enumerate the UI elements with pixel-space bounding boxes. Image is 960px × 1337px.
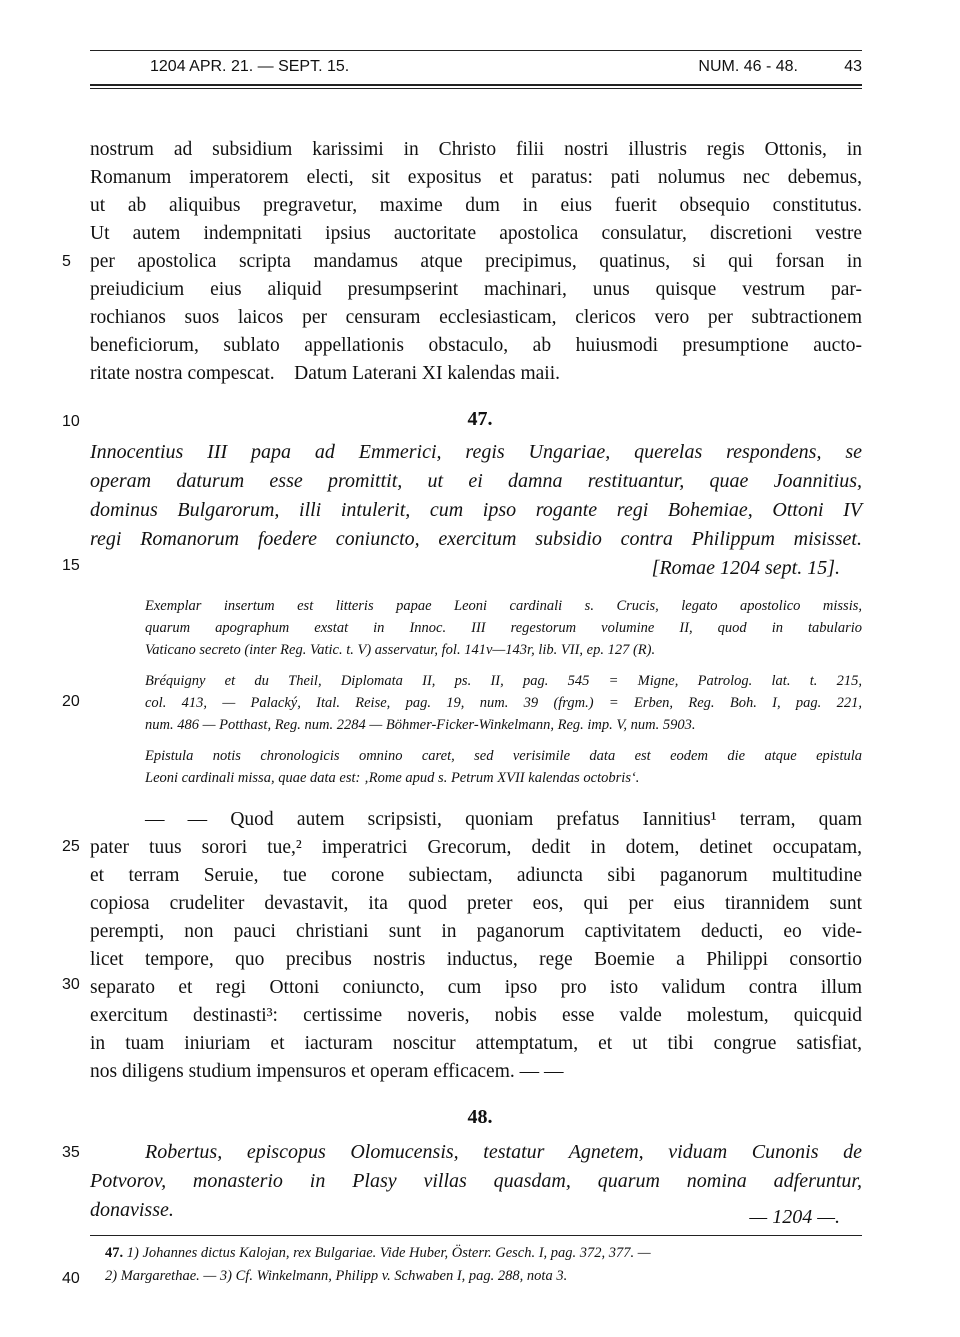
running-header bbox=[90, 58, 862, 82]
line-number: 20 bbox=[62, 693, 80, 710]
text-line: copiosa crudeliter devastavit, ita quod preter eos, qui per eius tirannidem sunt bbox=[90, 893, 862, 914]
line-number: 35 bbox=[62, 1144, 80, 1161]
document-number-47: 47. bbox=[467, 408, 493, 430]
text-line: in tuam iniuriam et iacturam noscitur attemptatum, et ut tibi congrue satisfiat, bbox=[90, 1033, 862, 1054]
source-note-line: Vaticano secreto (inter Reg. Vatic. t. V) asservatur, fol. 141v—143r, lib. VII, ep. 127 (R). bbox=[145, 642, 656, 658]
footnote-line: 2) Margarethae. — 3) Cf. Winkelmann, Philipp v. Schwaben I, pag. 288, nota 3. bbox=[105, 1268, 568, 1284]
header-date-range: 1204 APR. 21. — SEPT. 15. bbox=[150, 58, 350, 75]
text-line: per apostolica scripta mandamus atque precipimus, quatinus, si qui forsan in bbox=[90, 251, 862, 272]
regest-line: Innocentius III papa ad Emmerici, regis Ungariae, querelas respondens, se bbox=[90, 441, 862, 463]
line-number: 15 bbox=[62, 557, 80, 574]
document-number-48: 48. bbox=[467, 1106, 493, 1128]
text-line: Ut autem indempnitati ipsius auctoritate apostolica consulatur, discretioni vestre bbox=[90, 223, 862, 244]
regest-line: Robertus, episcopus Olomucensis, testatur Agnetem, viduam Cunonis de bbox=[145, 1141, 862, 1163]
text-line: perempti, non pauci christiani sunt in paganorum captivitatem deducti, eo vide- bbox=[90, 921, 862, 942]
text-line: nostrum ad subsidium karissimi in Christo filii nostri illustris regis Ottonis, in bbox=[90, 139, 862, 160]
regest-date: [Romae 1204 sept. 15]. bbox=[651, 557, 840, 579]
line-number: 30 bbox=[62, 976, 80, 993]
text-line: beneficiorum, sublato appellationis obstaculo, ab huiusmodi presumptione aucto- bbox=[90, 335, 862, 356]
header-top-rule bbox=[90, 50, 862, 51]
footnote-rule bbox=[90, 1235, 862, 1236]
text-line: exercitum destinasti³: certissime noveris, nobis esse valde molestum, quicquid bbox=[90, 1005, 862, 1026]
footnote-text: 1) Johannes dictus Kalojan, rex Bulgariae. Vide Huber, Österr. Gesch. I, pag. 372, 377. — bbox=[126, 1245, 651, 1261]
regest-date: — 1204 —. bbox=[749, 1206, 840, 1228]
regest-line: operam daturum esse promittit, ut ei damna restituantur, quae Joannitius, bbox=[90, 470, 862, 492]
header-rule bbox=[90, 84, 862, 86]
source-note-line: Exemplar insertum est litteris papae Leoni cardinali s. Crucis, legato apostolico missis, bbox=[145, 598, 862, 614]
dating-note-line: Leoni cardinali missa, quae data est: ‚Rome apud s. Petrum XVII kalendas octobris‘. bbox=[145, 770, 640, 786]
footnote-line bbox=[105, 1242, 865, 1264]
text-line: Romanum imperatorem electi, sit expositus et paratus: pati nolumus nec debemus, bbox=[90, 167, 862, 188]
text-line: rochianos suos laicos per censuram ecclesiasticam, clericos vero per subtractionem bbox=[90, 307, 862, 328]
edition-note-line: num. 486 — Potthast, Reg. num. 2284 — Böhmer-Ficker-Winkelmann, Reg. imp. V, num. 5903. bbox=[145, 717, 696, 733]
footnote-doc-number: 47. bbox=[105, 1245, 124, 1261]
regest-line: dominus Bulgarorum, illi intulerit, cum ipso rogante regi Bohemiae, Ottoni IV bbox=[90, 499, 862, 521]
regest-line: regi Romanorum foedere coniuncto, exercitum subsidio contra Philippum misisset. bbox=[90, 528, 862, 550]
text-line: pater tuus sorori tue,² imperatrici Grecorum, dedit in dotem, detinet occupatam, bbox=[90, 837, 862, 858]
header-rule-thin bbox=[90, 88, 862, 89]
line-number: 40 bbox=[62, 1270, 80, 1287]
text-line: et terram Seruie, tue corone subiectam, adiuncta sibi paganorum multitudine bbox=[90, 865, 862, 886]
line-number: 25 bbox=[62, 838, 80, 855]
header-numbers: NUM. 46 - 48. bbox=[698, 58, 798, 75]
dating-note-line: Epistula notis chronologicis omnino caret, sed verisimile data est eodem die atque epistula bbox=[145, 748, 862, 764]
text-line: nos diligens studium impensuros et operam efficacem. — — bbox=[90, 1061, 564, 1082]
line-number: 5 bbox=[62, 253, 71, 270]
text-line: separato et regi Ottoni coniuncto, cum ipso pro isto validum contra illum bbox=[90, 977, 862, 998]
text-line: ritate nostra compescat. Datum Laterani XI kalendas maii. bbox=[90, 363, 560, 384]
text-line: ut ab aliquibus pregravetur, maxime dum in eius fuerit obsequio constitutus. bbox=[90, 195, 862, 216]
text-line: licet tempore, quo precibus nostris inductus, rege Boemie a Philippi consortio bbox=[90, 949, 862, 970]
edition-note-line: Bréquigny et du Theil, Diplomata II, ps. II, pag. 545 = Migne, Patrolog. lat. t. 215, bbox=[145, 673, 862, 689]
page-number: 43 bbox=[844, 58, 862, 75]
regest-line: donavisse. bbox=[90, 1199, 174, 1221]
text-line: — — Quod autem scripsisti, quoniam prefatus Iannitius¹ terram, quam bbox=[145, 809, 862, 830]
source-note-line: quarum apographum exstat in Innoc. III regestorum volumine II, quod in tabulario bbox=[145, 620, 862, 636]
text-line: preiudicium eius aliquid presumpserint machinari, unus quisque vestrum par- bbox=[90, 279, 862, 300]
line-number: 10 bbox=[62, 413, 80, 430]
regest-line: Potvorov, monasterio in Plasy villas quasdam, quarum nomina adferuntur, bbox=[90, 1170, 862, 1192]
edition-note-line: col. 413, — Palacký, Ital. Reise, pag. 19, num. 39 (frgm.) = Erben, Reg. Boh. I, pag. 221, bbox=[145, 695, 862, 711]
